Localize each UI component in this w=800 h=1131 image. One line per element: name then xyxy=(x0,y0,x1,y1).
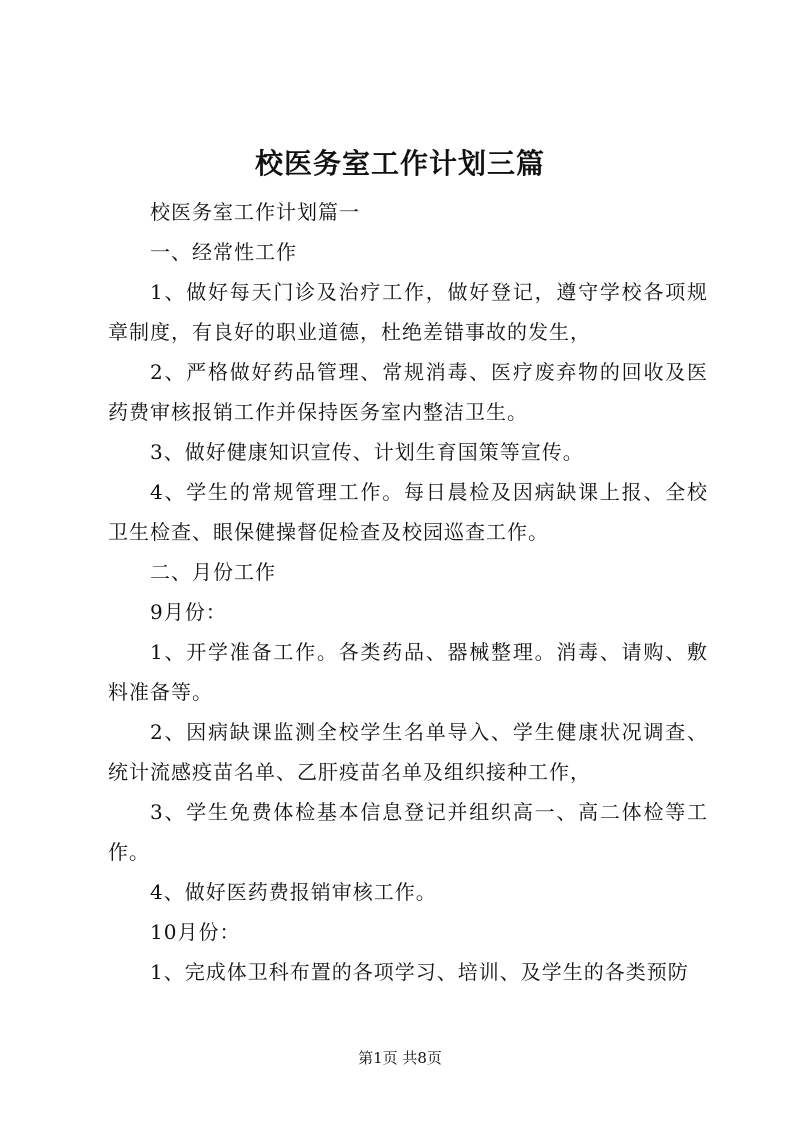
section-heading: 校医务室工作计划篇一 xyxy=(150,200,360,224)
document-body xyxy=(108,192,708,992)
section-heading: 二、月份工作 xyxy=(150,560,276,584)
paragraph: 1、做好每天门诊及治疗工作，做好登记，遵守学校各项规章制度，有良好的职业道德，杜绝差错事故的发生， xyxy=(108,280,708,344)
document-title: 校医务室工作计划三篇 xyxy=(254,147,545,180)
paragraph: 2、严格做好药品管理、常规消毒、医疗废弃物的回收及医药费审核报销工作并保持医务室内整洁卫生。 xyxy=(108,360,708,424)
paragraph: 3、学生免费体检基本信息登记并组织高一、高二体检等工作。 xyxy=(108,800,708,864)
paragraph: 2、因病缺课监测全校学生名单导入、学生健康状况调查、统计流感疫苗名单、乙肝疫苗名单及组织接种工作， xyxy=(108,720,708,784)
month-heading: 9月份： xyxy=(150,600,227,624)
paragraph: 1、完成体卫科布置的各项学习、培训、及学生的各类预防 xyxy=(150,960,689,984)
paragraph: 1、开学准备工作。各类药品、器械整理。消毒、请购、敷料准备等。 xyxy=(108,640,708,704)
month-heading: 10月份： xyxy=(150,920,241,944)
paragraph: 3、做好健康知识宣传、计划生育国策等宣传。 xyxy=(150,440,584,464)
section-heading: 一、经常性工作 xyxy=(150,240,297,264)
paragraph: 4、做好医药费报销审核工作。 xyxy=(150,880,437,904)
paragraph: 4、学生的常规管理工作。每日晨检及因病缺课上报、全校卫生检查、眼保健操督促检查及校园巡查工作。 xyxy=(108,480,708,544)
page-footer: 第1页 共8页 xyxy=(358,1049,442,1067)
